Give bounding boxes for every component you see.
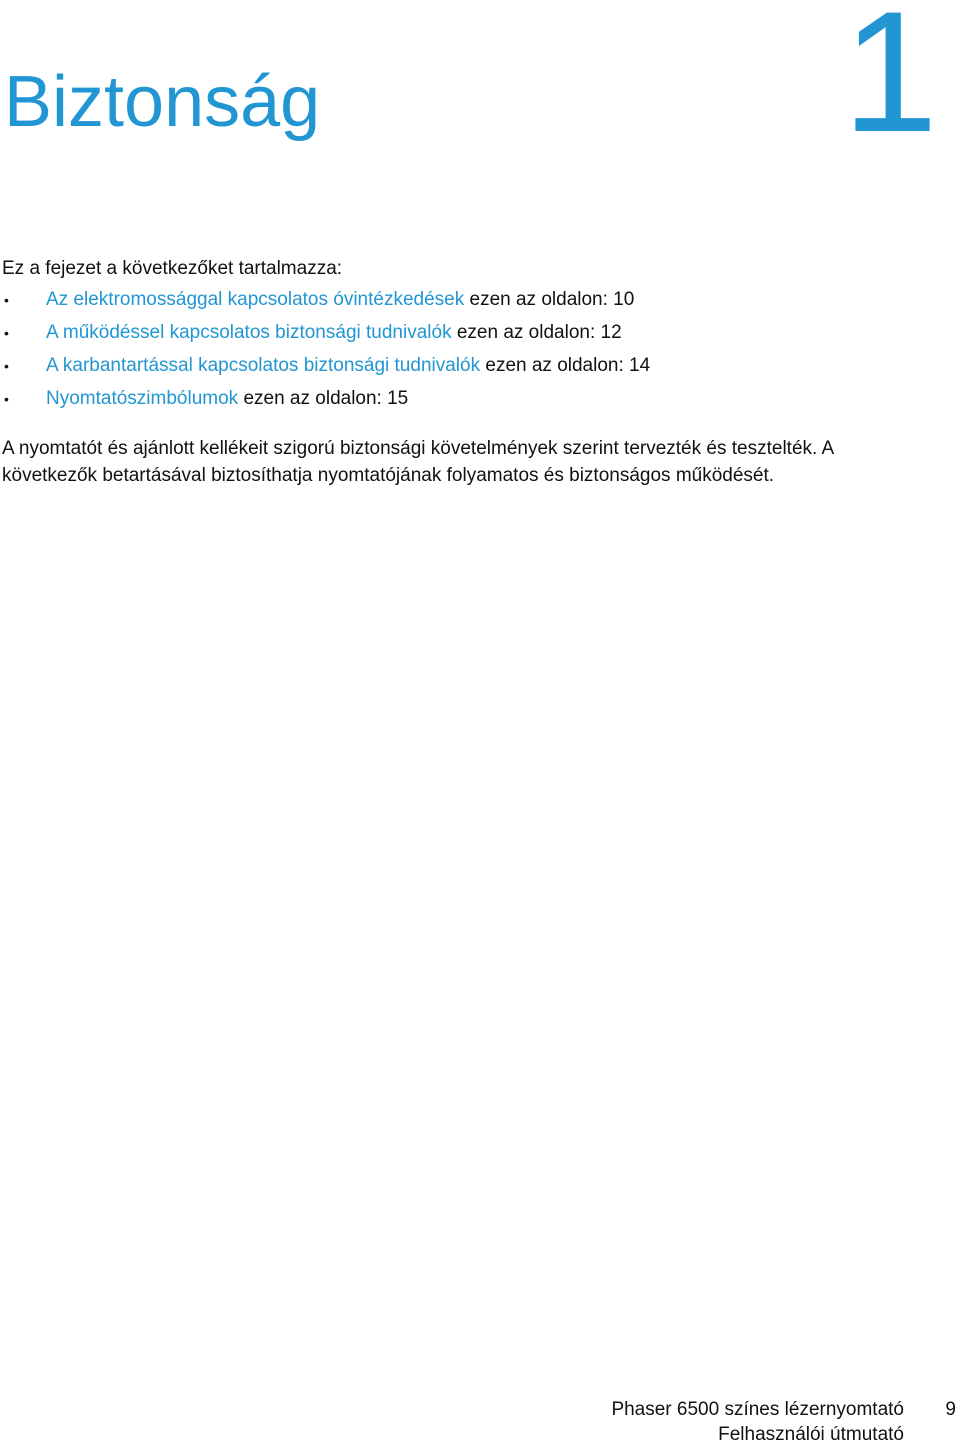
- toc-item: [0, 388, 940, 421]
- toc-link-operational-safety[interactable]: A működéssel kapcsolatos biztonsági tudnivalók: [46, 322, 452, 343]
- toc-page-ref: ezen az oldalon: 14: [480, 355, 651, 376]
- footer-product-name: Phaser 6500 színes lézernyomtató: [611, 1399, 904, 1420]
- footer-manual-name: Felhasználói útmutató: [718, 1424, 904, 1445]
- footer: [611, 1397, 904, 1447]
- toc-list: [0, 289, 940, 421]
- toc-link-maintenance-safety[interactable]: A karbantartással kapcsolatos biztonsági tudnivalók: [46, 355, 481, 376]
- bullet-icon: •: [4, 391, 9, 407]
- toc-page-ref: ezen az oldalon: 12: [451, 322, 622, 343]
- toc-item: [0, 355, 940, 388]
- bullet-icon: •: [4, 325, 9, 341]
- bullet-icon: •: [4, 358, 9, 374]
- toc-page-ref: ezen az oldalon: 10: [464, 289, 635, 310]
- chapter-number: 1: [842, 0, 938, 168]
- toc-link-electrical-safety[interactable]: Az elektromossággal kapcsolatos óvintézkedések: [46, 289, 465, 310]
- body-paragraph: A nyomtatót és ajánlott kellékeit szigorú biztonsági követelmények szerint tervezték és tesztelték. A következők betartásával biztosíthatja nyomtatójának folyamatos és biztonságos működését.: [2, 438, 834, 486]
- toc-link-printer-symbols[interactable]: Nyomtatószimbólumok: [46, 388, 239, 409]
- page-number: 9: [945, 1399, 956, 1420]
- intro-text: Ez a fejezet a következőket tartalmazza:: [2, 258, 343, 279]
- chapter-title: Biztonság: [4, 62, 321, 142]
- toc-page-ref: ezen az oldalon: 15: [238, 388, 409, 409]
- bullet-icon: •: [4, 292, 9, 308]
- toc-item: [0, 322, 940, 355]
- toc-item: [0, 289, 940, 322]
